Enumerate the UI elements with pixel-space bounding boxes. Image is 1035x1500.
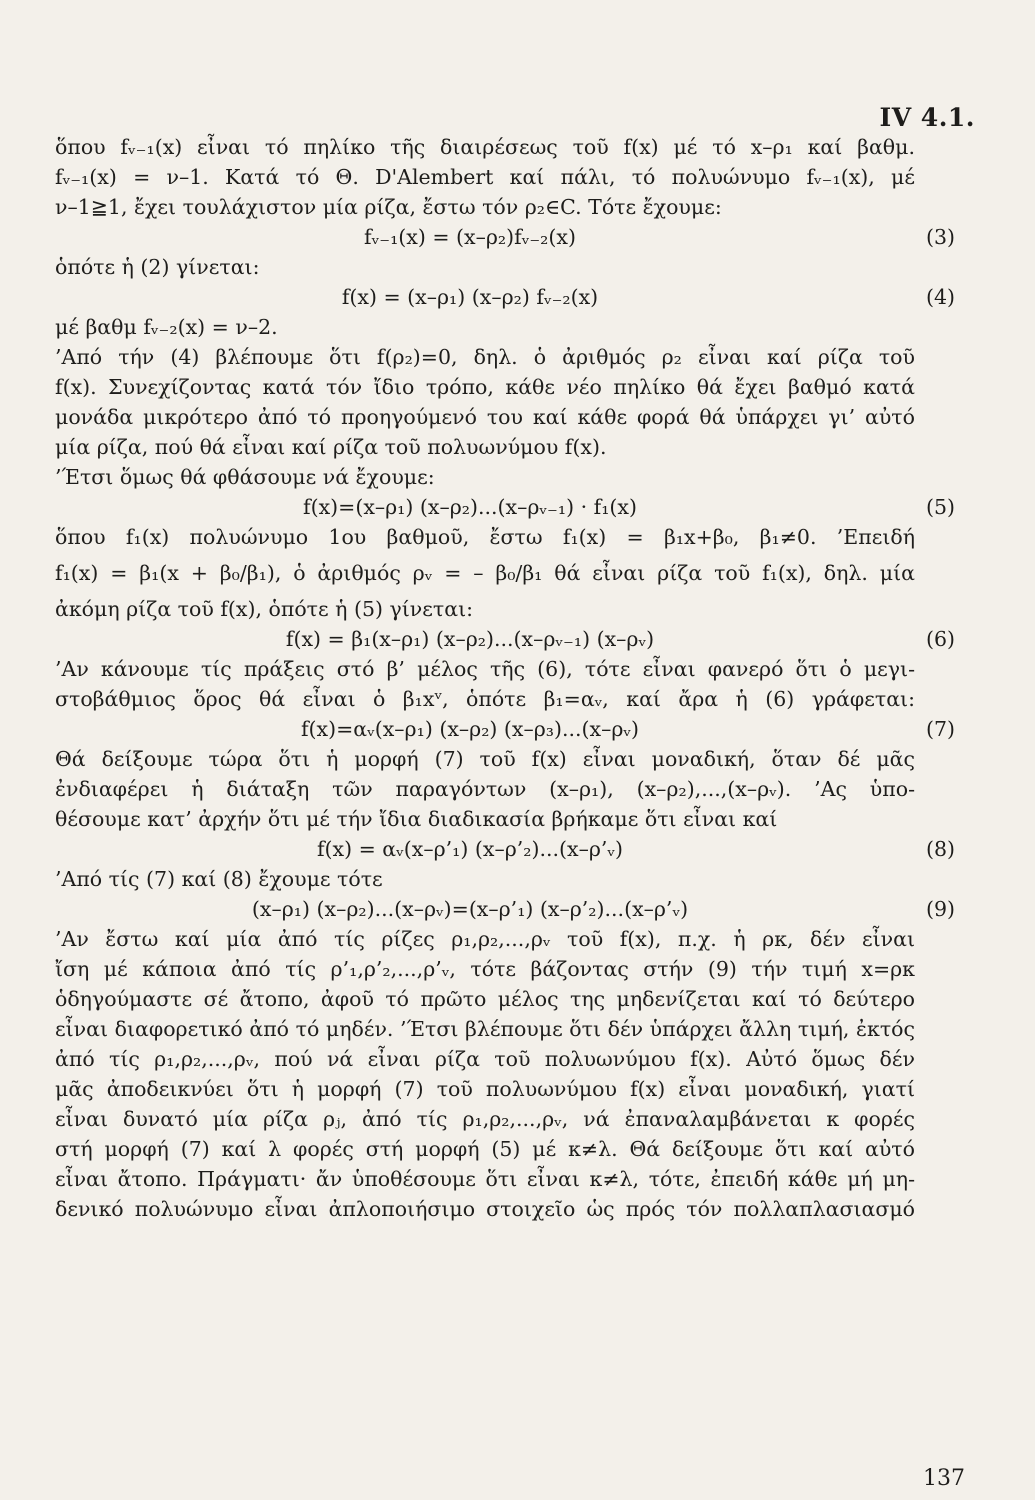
equation-formula: fᵥ₋₁(x) = (x–ρ₂)fᵥ₋₂(x) — [364, 225, 576, 249]
equation-line — [55, 834, 955, 864]
equation-line — [55, 282, 955, 312]
text-line: ’Αν κάνουμε τίς πράξεις στό β’ μέλος τῆς (6), τότε εἶναι φανερό ὅτι ὁ μεγι- — [55, 657, 915, 681]
text-line: ν–1≧1, ἔχει τουλάχιστον μία ρίζα, ἔστω τόν ρ₂∈C. Τότε ἔχουμε: — [55, 195, 722, 219]
text-line: στοβάθμιος ὅρος θά εἶναι ὁ β₁xᵛ, ὁπότε β₁=αᵥ, καί ἄρα ἡ (6) γράφεται: — [55, 687, 915, 711]
text-line: f(x). Συνεχίζοντας κατά τόν ἴδιο τρόπο, κάθε νέο πηλίκο θά ἔχει βαθμό κατά — [55, 375, 915, 399]
page-number: 137 — [923, 1466, 965, 1491]
equation-number: (4) — [925, 285, 955, 309]
equation-line — [55, 894, 955, 924]
equation-formula: f(x)=(x–ρ₁) (x–ρ₂)...(x–ρᵥ₋₁) · f₁(x) — [303, 495, 637, 519]
text-line: στή μορφή (7) καί λ φορές στή μορφή (5) μέ κ≠λ. Θά δείξουμε ὅτι καί αὐτό — [55, 1137, 915, 1161]
equation-number: (7) — [925, 717, 955, 741]
text-line: ἀκόμη ρίζα τοῦ f(x), ὁπότε ἡ (5) γίνεται: — [55, 597, 474, 621]
equation-formula: f(x) = β₁(x–ρ₁) (x–ρ₂)...(x–ρᵥ₋₁) (x–ρᵥ) — [285, 627, 655, 651]
equation-formula: f(x) = (x–ρ₁) (x–ρ₂) fᵥ₋₂(x) — [341, 285, 599, 309]
text-line: ὁδηγούμαστε σέ ἄτοπο, ἀφοῦ τό πρῶτο μέλος της μηδενίζεται καί τό δεύτερο — [55, 987, 915, 1011]
equation-number: (3) — [925, 225, 955, 249]
text-line: ἀπό τίς ρ₁,ρ₂,...,ρᵥ, πού νά εἶναι ρίζα τοῦ πολυωνύμου f(x). Αὐτό ὅμως δέν — [55, 1047, 915, 1071]
equation-formula: (x–ρ₁) (x–ρ₂)...(x–ρᵥ)=(x–ρ’₁) (x–ρ’₂)...(x–ρ’ᵥ) — [251, 897, 689, 921]
text-line: εἶναι ἄτοπο. Πράγματι· ἄν ὑποθέσουμε ὅτι εἶναι κ≠λ, τότε, ἐπειδή κάθε μή μη- — [55, 1167, 915, 1191]
equation-number: (8) — [925, 837, 955, 861]
text-line: εἶναι διαφορετικό ἀπό τό μηδέν. ’Έτσι βλέπουμε ὅτι δέν ὑπάρχει ἄλλη τιμή, ἐκτός — [55, 1017, 915, 1041]
equation-line — [55, 222, 955, 252]
equation-formula: f(x) = αᵥ(x–ρ’₁) (x–ρ’₂)...(x–ρ’ᵥ) — [316, 837, 624, 861]
equation-number: (5) — [925, 495, 955, 519]
text-line: ’Έτσι ὅμως θά φθάσουμε νά ἔχουμε: — [55, 465, 435, 489]
text-line: ἐνδιαφέρει ἡ διάταξη τῶν παραγόντων (x–ρ₁), (x–ρ₂),...,(x–ρᵥ). ’Ας ὑπο- — [55, 777, 915, 801]
text-line: ὅπου f₁(x) πολυώνυμο 1ου βαθμοῦ, ἔστω f₁(x) = β₁x+β₀, β₁≠0. ’Επειδή — [55, 525, 915, 549]
equation-number: (6) — [925, 627, 955, 651]
text-line: μᾶς ἀποδεικνύει ὅτι ἡ μορφή (7) τοῦ πολυωνύμου f(x) εἶναι μοναδική, γιατί — [55, 1077, 915, 1101]
text-line: ὁπότε ἡ (2) γίνεται: — [55, 255, 260, 279]
text-line: δενικό πολυώνυμο εἶναι ἀπλοποιήσιμο στοιχεῖο ὡς πρός τόν πολλαπλασιασμό — [55, 1197, 915, 1221]
equation-line — [55, 624, 955, 654]
text-line: εἶναι δυνατό μία ρίζα ρⱼ, ἀπό τίς ρ₁,ρ₂,...,ρᵥ, νά ἐπαναλαμβάνεται κ φορές — [55, 1107, 915, 1131]
text-line: θέσουμε κατ’ ἀρχήν ὅτι μέ τήν ἴδια διαδικασία βρήκαμε ὅτι εἶναι καί — [55, 807, 778, 831]
text-line: f₁(x) = β₁(x + β₀/β₁), ὁ ἀριθμός ρᵥ = – β₀/β₁ θά εἶναι ρίζα τοῦ f₁(x), δηλ. μία — [55, 561, 915, 585]
text-line: fᵥ₋₁(x) = ν–1. Κατά τό Θ. D'Alembert καί πάλι, τό πολυώνυμο fᵥ₋₁(x), μέ — [55, 165, 915, 189]
equation-number: (9) — [925, 897, 955, 921]
text-line: ’Από τίς (7) καί (8) ἔχουμε τότε — [55, 867, 383, 891]
text-line: Θά δείξουμε τώρα ὅτι ἡ μορφή (7) τοῦ f(x) εἶναι μοναδική, ὅταν δέ μᾶς — [55, 747, 915, 771]
text-line: ’Αν ἔστω καί μία ἀπό τίς ρίζες ρ₁,ρ₂,...,ρᵥ τοῦ f(x), π.χ. ἡ ρκ, δέν εἶναι — [55, 927, 915, 951]
text-line: μία ρίζα, πού θά εἶναι καί ρίζα τοῦ πολυωνύμου f(x). — [55, 435, 607, 459]
equation-line — [55, 714, 955, 744]
text-line: ’Από τήν (4) βλέπουμε ὅτι f(ρ₂)=0, δηλ. ὁ ἀριθμός ρ₂ εἶναι καί ρίζα τοῦ — [55, 345, 915, 369]
text-line: ἴση μέ κάποια ἀπό τίς ρ’₁,ρ’₂,...,ρ’ᵥ, τότε βάζοντας στήν (9) τήν τιμή x=ρκ — [55, 957, 915, 981]
text-line: μονάδα μικρότερο ἀπό τό προηγούμενό του καί κάθε φορά θά ὑπάρχει γι’ αὐτό — [55, 405, 915, 429]
section-header: IV 4.1. — [879, 103, 975, 132]
page-body-text — [55, 132, 955, 1224]
text-line: μέ βαθμ fᵥ₋₂(x) = ν–2. — [55, 315, 278, 339]
equation-line — [55, 492, 955, 522]
equation-formula: f(x)=αᵥ(x–ρ₁) (x–ρ₂) (x–ρ₃)...(x–ρᵥ) — [300, 717, 640, 741]
text-line: ὅπου fᵥ₋₁(x) εἶναι τό πηλίκο τῆς διαιρέσεως τοῦ f(x) μέ τό x–ρ₁ καί βαθμ. — [55, 135, 915, 159]
